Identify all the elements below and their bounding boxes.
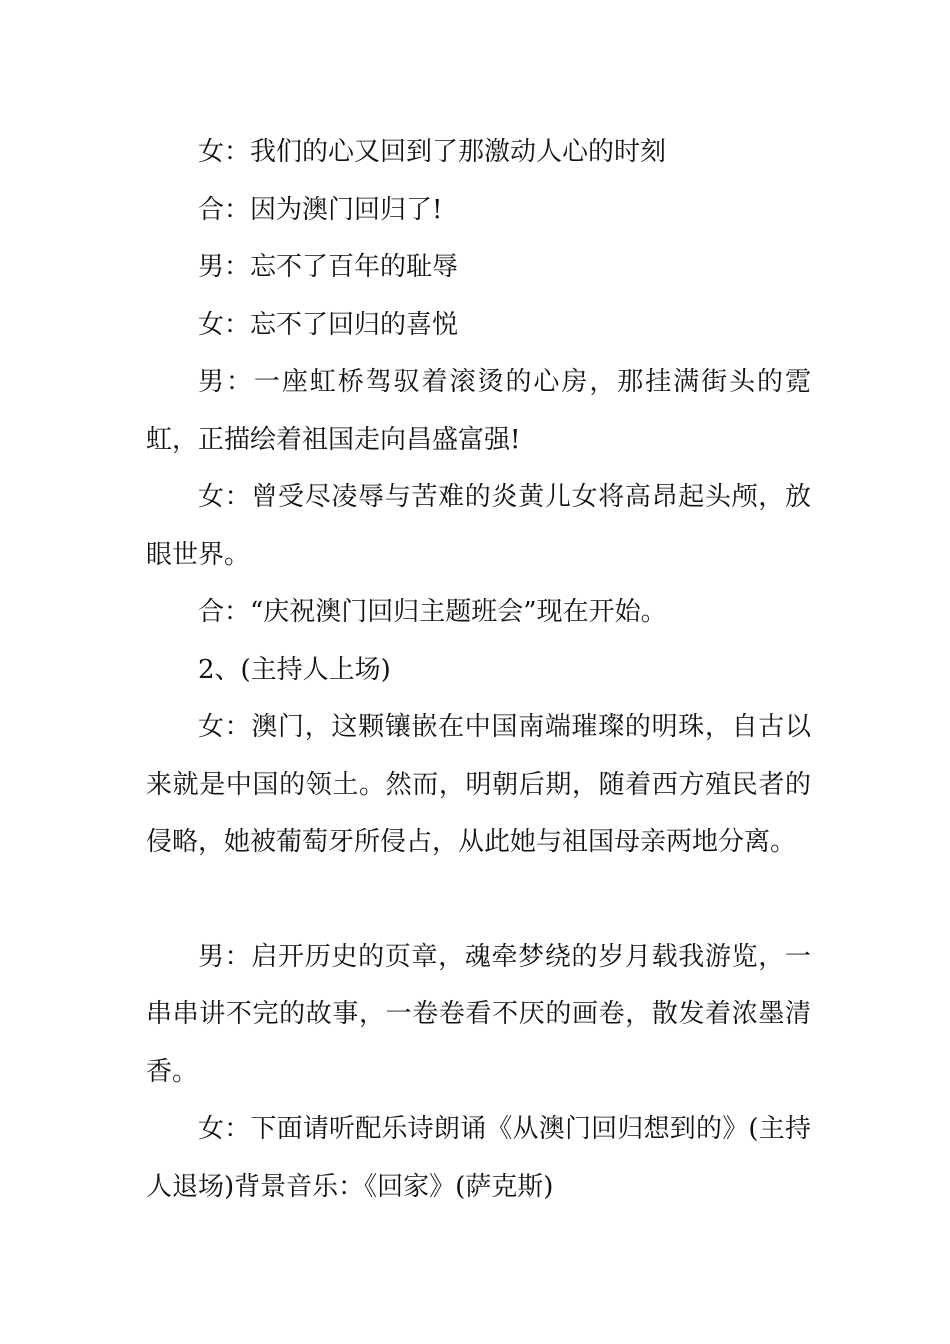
- paragraph-6: 女：曾受尽凌辱与苦难的炎黄儿女将高昂起头颅，放眼世界。: [146, 482, 811, 570]
- paragraph-10: 男：启开历史的页章，魂牵梦绕的岁月载我游览，一串串讲不完的故事，一卷卷看不厌的画卷，散发着浓墨清香。: [146, 941, 811, 1087]
- paragraph-1: 女：我们的心又回到了那激动人心的时刻: [198, 137, 667, 167]
- paragraph-4: 女：忘不了回归的喜悦: [198, 309, 459, 340]
- paragraph-3: 男：忘不了百年的耻辱: [198, 252, 459, 282]
- paragraph-5: 男：一座虹桥驾驭着滚烫的心房，那挂满街头的霓虹，正描绘着祖国走向昌盛富强!: [146, 367, 811, 455]
- paragraph-8: 2、(主持人上场): [198, 654, 391, 685]
- blank-line: [146, 872, 811, 929]
- paragraph-11: 女：下面请听配乐诗朗诵《从澳门回归想到的》(主持人退场)背景音乐：《回家》(萨克斯): [146, 1114, 811, 1202]
- document-body: [146, 124, 811, 1216]
- paragraph-7: 合：“庆祝澳门回归主题班会”现在开始。: [198, 597, 667, 627]
- paragraph-9: 女：澳门，这颗镶嵌在中国南端璀璨的明珠，自古以来就是中国的领土。然而，明朝后期，随着西方殖民者的侵略，她被葡萄牙所侵占，从此她与祖国母亲两地分离。: [146, 712, 811, 857]
- paragraph-2: 合：因为澳门回归了!: [198, 194, 443, 225]
